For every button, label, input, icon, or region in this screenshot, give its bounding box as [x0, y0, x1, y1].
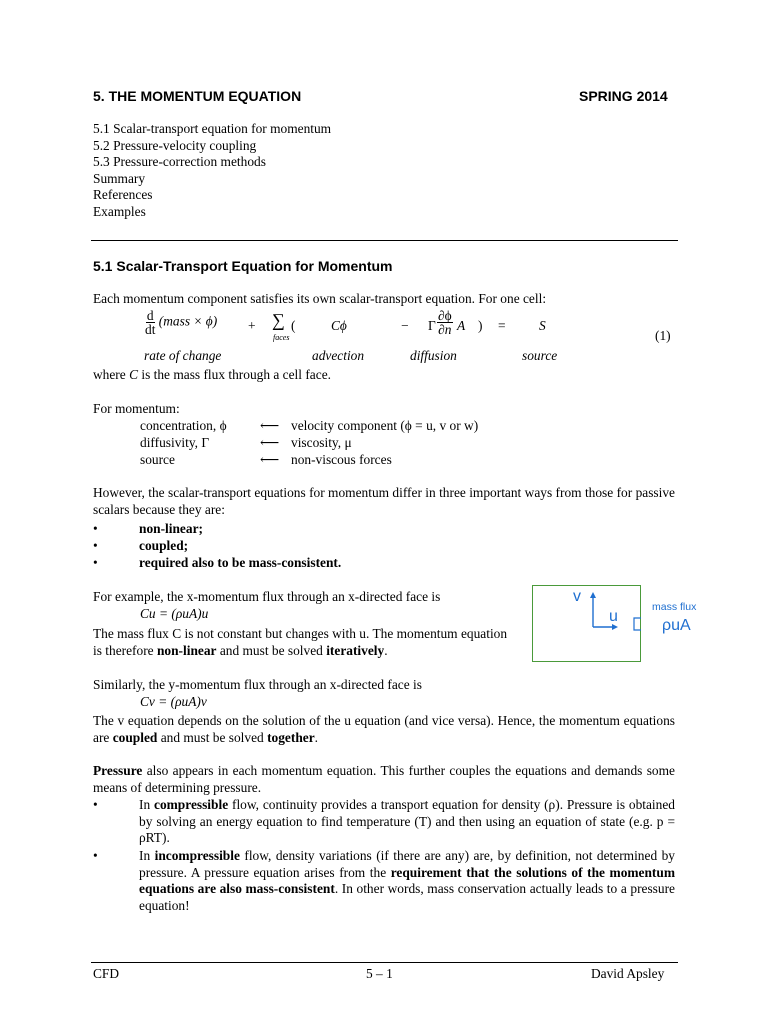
control-volume-diagram — [532, 585, 641, 662]
mapping-row: concentration, ϕ ⟵ velocity component (ϕ = u, v or w) — [140, 418, 479, 433]
area-symbol: A — [457, 318, 466, 333]
y-flux-intro: Similarly, the y-momentum flux through an x-directed face is — [93, 677, 422, 692]
transport-equation — [145, 309, 217, 336]
velocity-flux-svg — [532, 585, 641, 662]
document-title: 5. THE MOMENTUM EQUATION — [93, 88, 302, 104]
sum-subscript: faces — [273, 333, 290, 342]
section-divider — [91, 240, 678, 241]
mapping-row: source ⟵ non-viscous forces — [140, 452, 392, 467]
sum-symbol: ∑ — [272, 310, 285, 330]
flux-arrow-icon — [634, 614, 641, 634]
toc-item: Examples — [93, 203, 146, 219]
label-source: source — [522, 348, 558, 363]
normal-derivative: $\frac{\partial\phi}{\partial n}$ — [438, 308, 452, 337]
advection-term: Cϕ — [331, 318, 347, 333]
page-number: 5 – 1 — [366, 966, 393, 981]
close-paren: ) — [478, 318, 483, 333]
toc-item: Summary — [93, 170, 146, 186]
footer-course: CFD — [93, 966, 120, 981]
intro-paragraph: Each momentum component satisfies its own scalar-transport equation. For one cell: — [93, 291, 547, 306]
gamma-symbol: Γ — [428, 318, 436, 333]
x-flux-equation: Cu = (ρuA)u — [140, 606, 209, 621]
document-term: SPRING 2014 — [579, 88, 668, 104]
pressure-paragraph: Pressure also appears in each momentum equation. This further couples the equations and demands some means of determining pressure. — [93, 763, 675, 795]
table-of-contents — [93, 121, 331, 221]
equals-sign: = — [498, 318, 506, 333]
toc-item: 5.2 Pressure-velocity coupling — [93, 137, 257, 153]
source-term: S — [539, 318, 546, 333]
footer-author: David Apsley — [591, 966, 665, 981]
for-momentum-label: For momentum: — [93, 401, 180, 416]
label-diffusion: diffusion — [410, 348, 457, 363]
label-rate-of-change: rate of change — [144, 348, 222, 363]
time-derivative: $\frac{d}{dt}$ — [145, 308, 156, 337]
toc-item: 5.3 Pressure-correction methods — [93, 154, 266, 170]
open-paren: ( — [291, 318, 296, 333]
label-advection: advection — [312, 348, 365, 363]
coupling-paragraph: The v equation depends on the solution of the u equation (and vice versa). Hence, the momentum equations are coupled and must be solved together. — [93, 713, 675, 745]
plus-sign: + — [248, 318, 256, 333]
flux-value-label: ρuA — [662, 617, 691, 634]
however-paragraph: However, the scalar-transport equations for momentum differ in three important ways from those for passive scalars because they are: — [93, 485, 675, 517]
minus-sign: − — [401, 318, 409, 333]
section-heading: 5.1 Scalar-Transport Equation for Momentum — [93, 258, 393, 274]
mapping-row: diffusivity, Γ ⟵ viscosity, μ — [140, 435, 352, 450]
equation-number: (1) — [655, 328, 671, 343]
mass-flux-paragraph: The mass flux C is not constant but changes with u. The momentum equation is therefore non-linear and must be solved iteratively. — [93, 626, 508, 658]
y-flux-equation: Cv = (ρuA)v — [140, 694, 207, 709]
v-arrowhead-icon — [590, 592, 596, 598]
v-label: v — [573, 588, 581, 605]
mass-term: (mass × ϕ) — [158, 313, 218, 329]
x-flux-intro: For example, the x-momentum flux through an x-directed face is — [93, 589, 441, 604]
footer-divider — [91, 962, 678, 963]
toc-item: References — [93, 187, 153, 203]
u-label: u — [609, 608, 618, 625]
mass-flux-label: mass flux — [652, 601, 697, 613]
toc-item: 5.1 Scalar-transport equation for momentum — [93, 121, 332, 136]
where-sentence: where C is the mass flux through a cell face. — [93, 367, 331, 382]
